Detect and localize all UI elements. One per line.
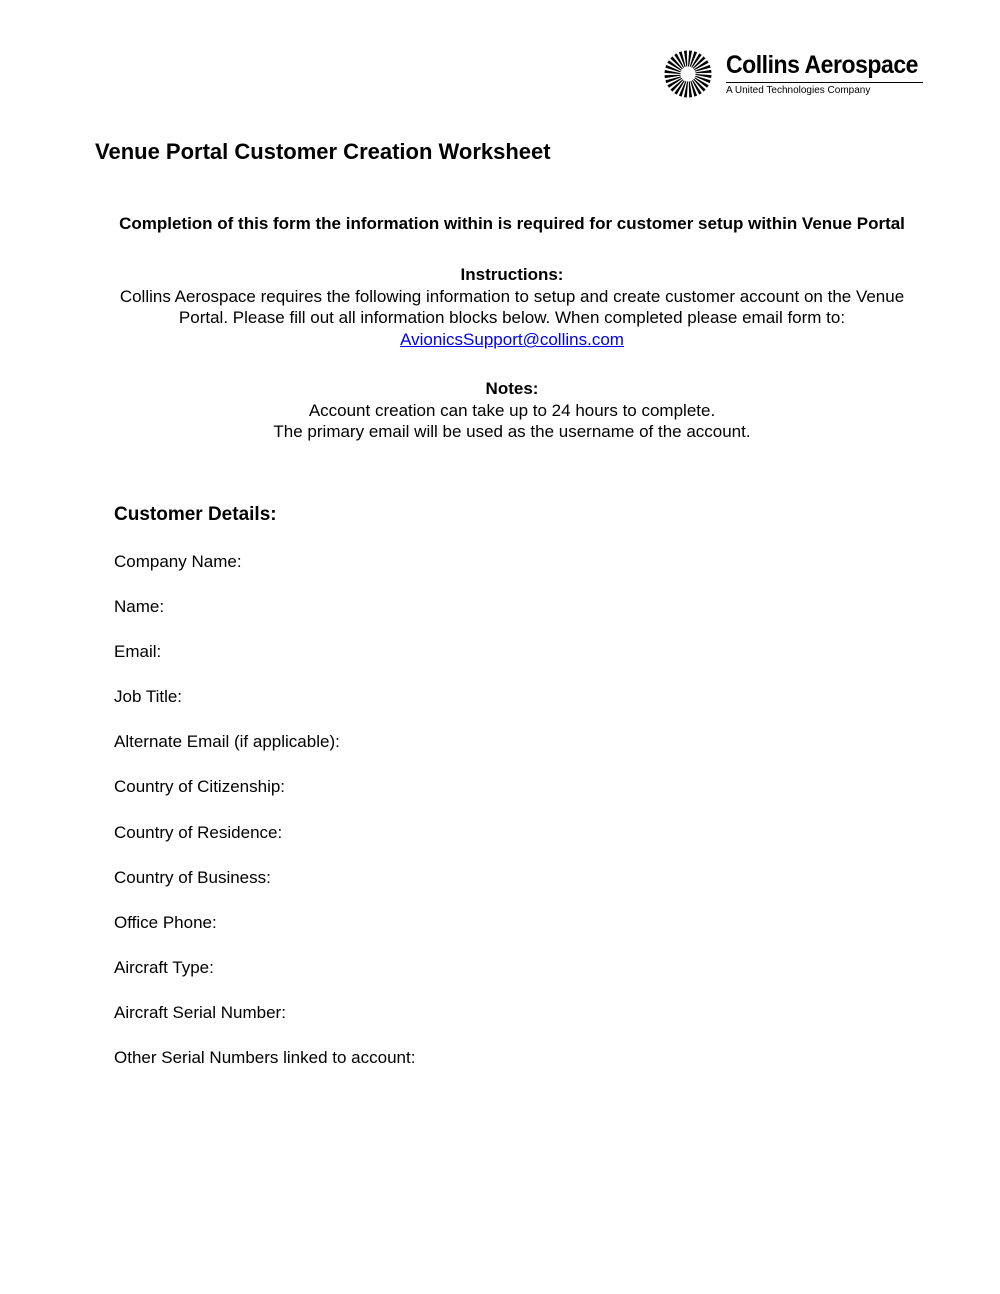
- instructions-line-2: Portal. Please fill out all information blocks below. When completed please email form to:: [178, 308, 846, 328]
- logo-divider: [726, 82, 923, 83]
- collins-aerospace-logo: [664, 50, 926, 100]
- notes-line-1: Account creation can take up to 24 hours to complete.: [308, 400, 716, 420]
- field-office-phone: Office Phone:: [114, 912, 217, 932]
- field-other-serial-numbers: Other Serial Numbers linked to account:: [114, 1048, 416, 1068]
- logo-tagline: A United Technologies Company: [726, 85, 871, 96]
- notes-line-2: The primary email will be used as the username of the account.: [273, 422, 751, 442]
- field-aircraft-type: Aircraft Type:: [114, 957, 214, 977]
- field-aircraft-serial-number: Aircraft Serial Number:: [114, 1002, 286, 1022]
- instructions-section: [80, 264, 944, 351]
- customer-details-fields: [114, 551, 415, 1092]
- instructions-heading: Instructions:: [460, 265, 564, 284]
- field-country-of-business: Country of Business:: [114, 867, 271, 887]
- customer-details-heading: Customer Details:: [114, 504, 277, 525]
- instructions-line-1: Collins Aerospace requires the following information to setup and create customer account on the Venue: [119, 286, 905, 306]
- field-alternate-email: Alternate Email (if applicable):: [114, 732, 340, 752]
- notes-section: [80, 378, 944, 443]
- field-company-name: Company Name:: [114, 552, 242, 571]
- support-email-link[interactable]: AvionicsSupport@collins.com: [400, 330, 624, 350]
- logo-company-name: Collins Aerospace: [726, 51, 919, 79]
- field-name: Name:: [114, 597, 165, 617]
- notes-heading: Notes:: [485, 379, 539, 398]
- instructions-email-line: [80, 329, 944, 351]
- page-title: Venue Portal Customer Creation Worksheet: [95, 139, 551, 164]
- field-job-title: Job Title:: [114, 687, 183, 707]
- field-country-of-residence: Country of Residence:: [114, 822, 283, 842]
- intro-statement: Completion of this form the information within is required for customer setup within Venue Portal: [119, 214, 905, 233]
- sunburst-logo-icon: [664, 50, 712, 98]
- field-email: Email:: [114, 642, 162, 662]
- field-country-of-citizenship: Country of Citizenship:: [114, 777, 286, 797]
